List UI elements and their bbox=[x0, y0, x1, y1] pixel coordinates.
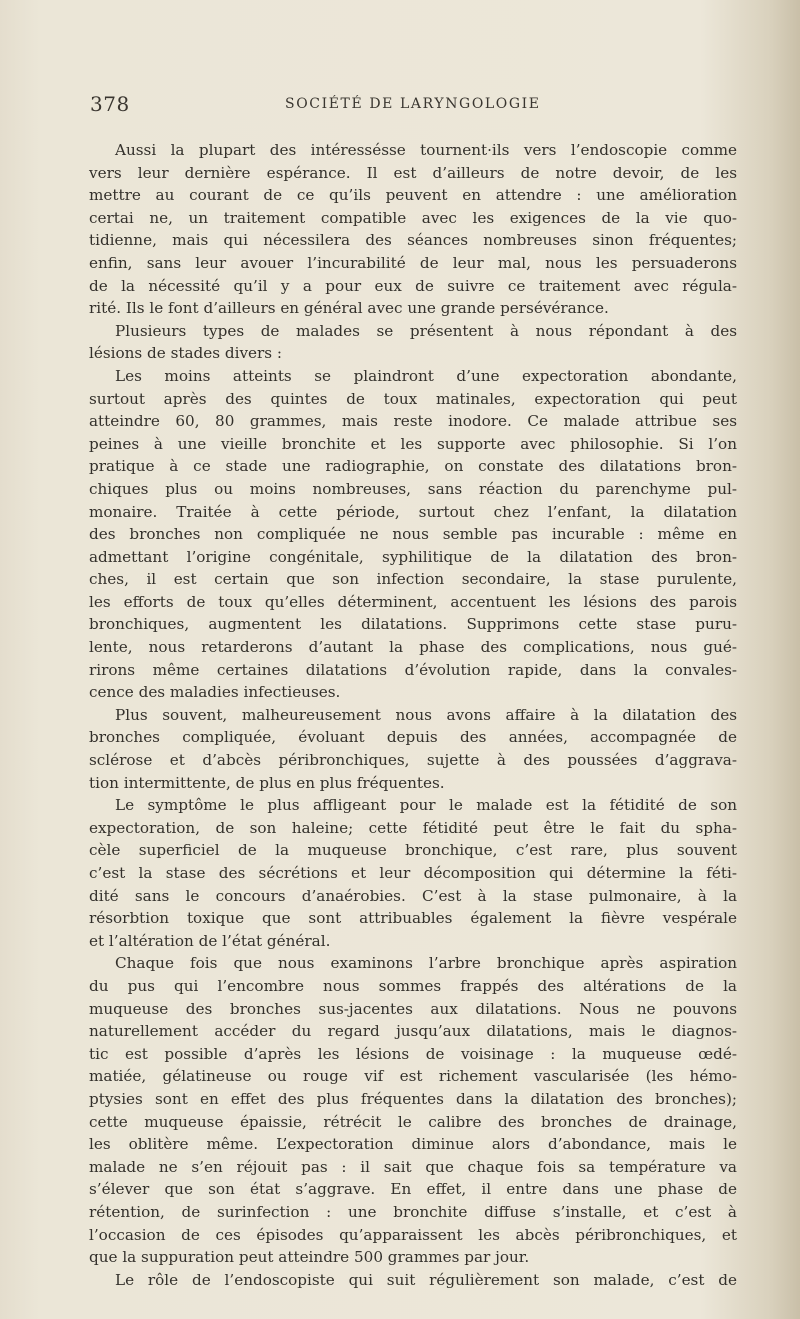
text-line: Le rôle de l’endoscopiste qui suit régulièrement son malade, c’est de bbox=[115, 1270, 737, 1289]
text-line: Chaque fois que nous examinons l’arbre bronchique après aspiration bbox=[115, 954, 737, 973]
text-line: dité sans le concours d’anaérobies. C’est à la stase pulmonaire, à la bbox=[89, 886, 737, 905]
text-line: cence des maladies infectieuses. bbox=[89, 683, 341, 702]
text-line: surtout après des quintes de toux matinales, expectoration qui peut bbox=[89, 389, 737, 408]
text-line: les oblitère même. L’expectoration diminue alors d’abondance, mais le bbox=[89, 1135, 737, 1154]
text-line: tic est possible d’après les lésions de voisinage : la muqueuse œdé- bbox=[89, 1044, 737, 1063]
text-line: que la suppuration peut atteindre 500 grammes par jour. bbox=[89, 1248, 530, 1267]
text-line: vers leur dernière espérance. Il est d’ailleurs de notre devoir, de les bbox=[89, 163, 737, 182]
text-line: Les moins atteints se plaindront d’une expectoration abondante, bbox=[115, 366, 737, 385]
text-line: tidienne, mais qui nécessilera des séances nombreuses sinon fréquentes; bbox=[89, 231, 737, 250]
text-line: lésions de stades divers : bbox=[89, 344, 283, 363]
text-line: l’occasion de ces épisodes qu’apparaissent les abcès péribronchiques, et bbox=[89, 1225, 737, 1244]
text-line: de la nécessité qu’il y a pour eux de suivre ce traitement avec régula- bbox=[89, 276, 737, 295]
text-line: atteindre 60, 80 grammes, mais reste inodore. Ce malade attribue ses bbox=[89, 412, 737, 431]
text-line: résorbtion toxique que sont attribuables également la fièvre vespérale bbox=[89, 909, 737, 928]
text-line: bronches compliquée, évoluant depuis des années, accompagnée de bbox=[89, 728, 737, 747]
text-line: cette muqueuse épaissie, rétrécit le calibre des bronches de drainage, bbox=[89, 1112, 737, 1131]
text-line: muqueuse des bronches sus-jacentes aux dilatations. Nous ne pouvons bbox=[89, 999, 737, 1018]
text-line: peines à une vieille bronchite et les supporte avec philosophie. Si l’on bbox=[89, 434, 737, 453]
text-line: cèle superficiel de la muqueuse bronchique, c’est rare, plus souvent bbox=[89, 841, 737, 860]
text-line: Aussi la plupart des intéressésse tournent·ils vers l’endoscopie comme bbox=[115, 141, 737, 159]
text-line: et l’altération de l’état général. bbox=[89, 931, 331, 950]
text-line: malade ne s’en réjouit pas : il sait que chaque fois sa température va bbox=[89, 1157, 737, 1176]
text-line: rétention, de surinfection : une bronchite diffuse s’installe, et c’est à bbox=[89, 1202, 737, 1221]
text-line: chiques plus ou moins nombreuses, sans réaction du parenchyme pul- bbox=[89, 479, 737, 498]
text-line: lente, nous retarderons d’autant la phase des complications, nous gué- bbox=[89, 638, 737, 657]
text-line: rité. Ils le font d’ailleurs en général avec une grande persévérance. bbox=[89, 299, 609, 318]
body-text bbox=[89, 139, 737, 1291]
text-line: Plusieurs types de malades se présentent à nous répondant à des bbox=[115, 321, 737, 340]
text-line: sclérose et d’abcès péribronchiques, sujette à des poussées d’aggrava- bbox=[89, 751, 737, 770]
text-line: bronchiques, augmentent les dilatations. Supprimons cette stase puru- bbox=[89, 615, 737, 634]
text-line: naturellement accéder du regard jusqu’aux dilatations, mais le diagnos- bbox=[89, 1022, 737, 1041]
text-line: certai ne, un traitement compatible avec les exigences de la vie quo- bbox=[89, 208, 737, 227]
text-line: Plus souvent, malheureusement nous avons affaire à la dilatation des bbox=[115, 705, 737, 724]
text-line: Le symptôme le plus affligeant pour le malade est la fétidité de son bbox=[115, 796, 737, 815]
text-line: matiée, gélatineuse ou rouge vif est richement vascularisée (les hémo- bbox=[89, 1067, 737, 1086]
text-line: tion intermittente, de plus en plus fréquentes. bbox=[89, 773, 445, 792]
text-line: les efforts de toux qu’elles déterminent, accentuent les lésions des parois bbox=[89, 592, 737, 611]
running-title: SOCIÉTÉ DE LARYNGOLOGIE bbox=[285, 96, 541, 112]
text-line: du pus qui l’encombre nous sommes frappés des altérations de la bbox=[89, 976, 737, 995]
text-line: ptysies sont en effet des plus fréquentes dans la dilatation des bronches); bbox=[89, 1089, 737, 1108]
text-line: enfin, sans leur avouer l’incurabilité de leur mal, nous les persuaderons bbox=[89, 253, 737, 272]
text-line: ches, il est certain que son infection secondaire, la stase purulente, bbox=[89, 570, 737, 589]
text-line: rirons même certaines dilatations d’évolution rapide, dans la convales- bbox=[89, 660, 737, 679]
text-line: mettre au courant de ce qu’ils peuvent en attendre : une amélioration bbox=[89, 186, 737, 205]
text-line: admettant l’origine congénitale, syphilitique de la dilatation des bron- bbox=[89, 547, 737, 566]
text-line: expectoration, de son haleine; cette fétidité peut être le fait du spha- bbox=[89, 818, 737, 837]
text-line: s’élever que son état s’aggrave. En effet, il entre dans une phase de bbox=[89, 1180, 737, 1199]
text-line: pratique à ce stade une radiographie, on constate des dilatations bron- bbox=[89, 457, 737, 476]
text-line: monaire. Traitée à cette période, surtout chez l’enfant, la dilatation bbox=[89, 502, 737, 521]
page-number: 378 bbox=[90, 92, 130, 116]
text-line: des bronches non compliquée ne nous semble pas incurable : même en bbox=[89, 525, 737, 544]
page-header bbox=[90, 92, 740, 120]
text-line: c’est la stase des sécrétions et leur décomposition qui détermine la féti- bbox=[89, 864, 737, 882]
